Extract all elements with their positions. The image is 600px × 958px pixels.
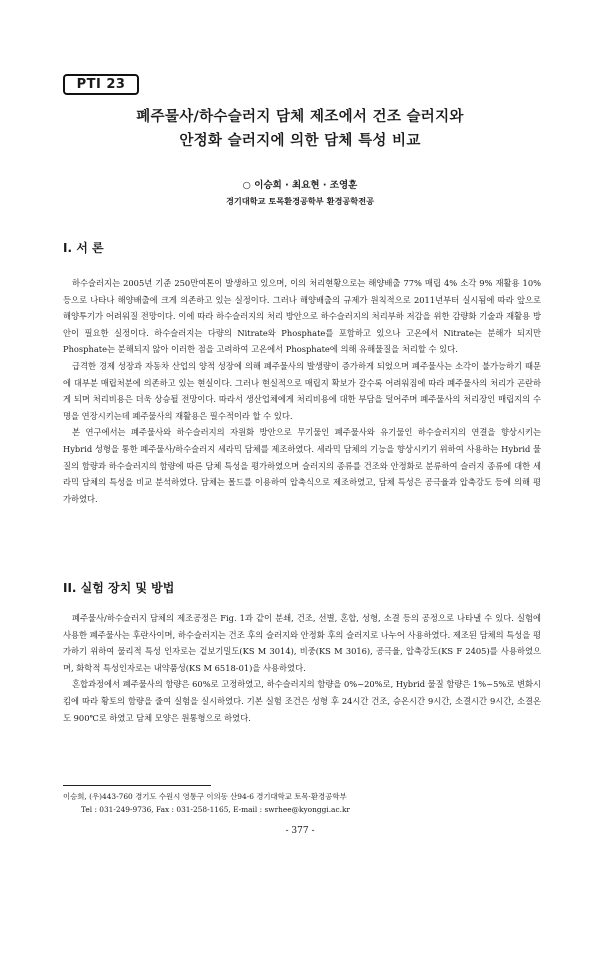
- footnote-divider: [63, 785, 211, 786]
- section-heading-methods: II. 실험 장치 및 방법: [63, 581, 175, 595]
- paragraph: 혼합과정에서 폐주물사의 함량은 60%로 고정하였고, 하수슬러지의 함량을 0%~20%로, Hybrid 물질 함량은 1%~5%로 변화시킴에 따라 황토의 함량을 줄여 실험을 실시하였다. 기본 실험 조건은 성형 후 24시간 건조, 승온시간 9시간, 소결시간 9시간, 소결온도 900℃로 하였고 담체 모양은 원통형으로 하였다.: [63, 679, 541, 723]
- paragraph: 폐주물사/하수슬러지 담체의 제조공정은 Fig. 1과 같이 분쇄, 건조, 선별, 혼합, 성형, 소결 등의 공정으로 나타낼 수 있다. 실험에 사용한 폐주물사는 후란사이며, 하수슬러지는 건조 후의 슬러지와 안정화 후의 슬러지로 나누어 사용하였다. 제조된 담체의 특성을 평가하기 위하여 물리적 특성 인자로는 겉보기밀도(KS M 3014), 비중(KS M 3016), 공극율, 압축강도(KS F 2405)를 사용하였으며, 화학적 특성인자로는 내약품성(KS M 6518-01)을 사용하였다.: [63, 613, 541, 673]
- authors: ○ 이승희 · 최요현 · 조영훈: [242, 180, 358, 191]
- footnote-address: 이승희, (우)443-760 경기도 수원시 영통구 이의동 산94-6 경기대학교 토목·환경공학부: [63, 792, 347, 801]
- introduction-body: [63, 275, 541, 507]
- methods-body: [63, 610, 541, 726]
- session-badge: PTI 23: [63, 74, 139, 95]
- paper-title-line-2: 안정화 슬러지에 의한 담체 특성 비교: [179, 133, 421, 149]
- paragraph: 급격한 경제 성장과 자동차 산업의 양적 성장에 의해 폐주물사의 발생량이 증가하게 되었으며 폐주물사는 소각이 불가능하기 때문에 대부분 매립처분에 의존하고 있는 현실이다. 그러나 현실적으로 매립지 확보가 갈수록 어려워짐에 따라 폐주물사의 처리가 곤란하게 되며 처리비용은 더욱 상승될 전망이다. 따라서 생산업체에게 처리비용에 대한 부담을 덜어주며 폐주물사의 처리장인 매립지의 수명을 연장시키는데 폐주물사의 재활용은 필수적이라 할 수 있다.: [63, 360, 541, 421]
- footnote-contact: Tel : 031-249-9736, Fax : 031-258-1165, E-mail : swrhee@kyonggi.ac.kr: [81, 805, 350, 814]
- section-heading-introduction: I. 서 론: [63, 241, 104, 255]
- footnote: [63, 790, 541, 816]
- paragraph: 하수슬러지는 2005년 기준 250만여톤이 발생하고 있으며, 이의 처리현황으로는 해양배출 77% 매립 4% 소각 9% 재활용 10%등으로 나타나 해양배출에 크게 의존하고 있는 실정이다. 그러나 해양배출의 규제가 원칙적으로 2011년부터 실시됨에 따라 앞으로 해양투기가 어려워질 전망이다. 이에 따라 하수슬러지의 처리 방안으로 하수슬러지의 처리부하 저감을 위한 감량화 기술과 재활용 방안이 필요한 실정이다. 하수슬러지는 다량의 Nitrate와 Phosphate를 포함하고 있으나 고온에서 Nitrate는 분해가 되지만 Phosphate는 분해되지 않아 이러한 점을 고려하여 고온에서 Phosphate에 의해 유해물질을 처리할 수 있다.: [63, 278, 541, 355]
- paragraph: 본 연구에서는 폐주물사와 하수슬러지의 자원화 방안으로 무기물인 폐주물사와 유기물인 하수슬러지의 연결을 향상시키는 Hybrid 성형을 통한 폐주물사/하수슬러지 세라믹 담체를 제조하였다. 세라믹 담체의 기능을 향상시키기 위하여 사용하는 Hybrid 물질의 함량과 하수슬러지의 함량에 따른 담체 특성을 평가하였으며 슬러지의 종류를 건조와 안정화로 분류하여 슬러지 종류에 대한 세라믹 담체의 특성을 비교 분석하였다. 담체는 몰드를 이용하여 압축식으로 제조하였고, 담체 특성은 공극율과 압축강도 등에 의해 평가하였다.: [63, 427, 541, 504]
- affiliation: 경기대학교 토목환경공학부 환경공학전공: [225, 196, 375, 206]
- paper-title-line-1: 폐주물사/하수슬러지 담체 제조에서 건조 슬러지와: [136, 109, 464, 125]
- page-number: - 377 -: [285, 826, 315, 836]
